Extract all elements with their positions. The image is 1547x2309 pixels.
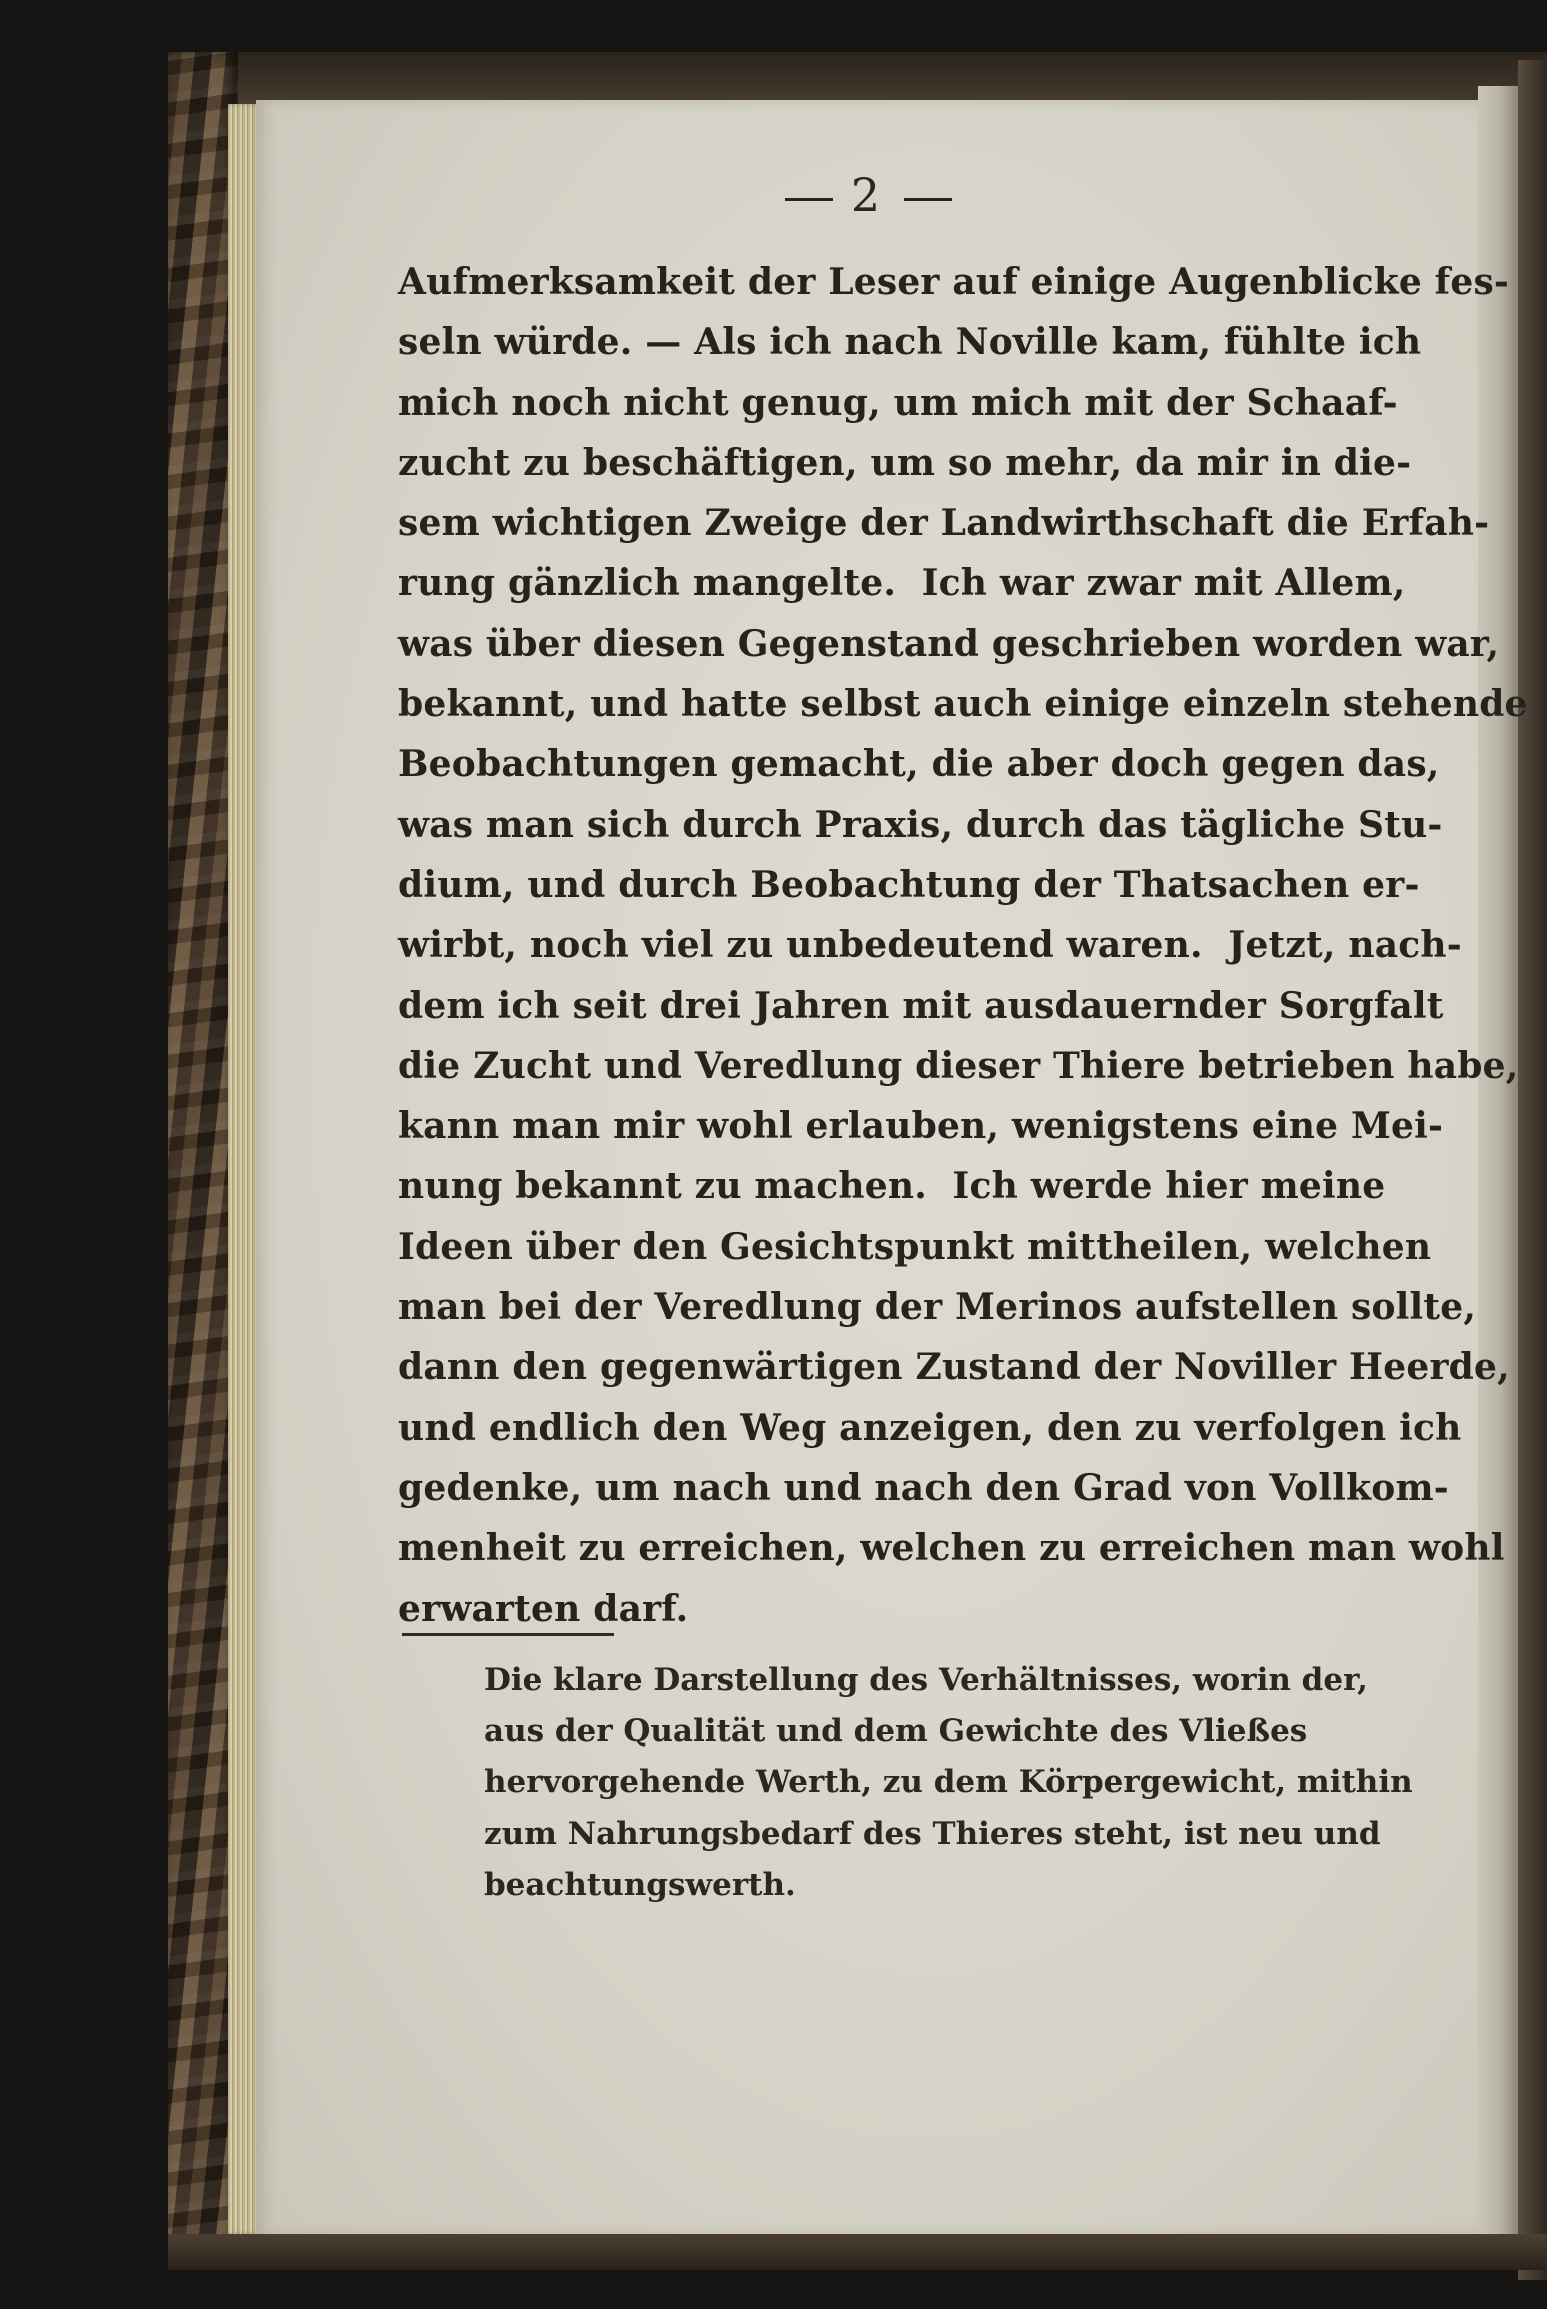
body-line: wirbt, noch viel zu unbedeutend waren. Jetzt, nach- <box>398 924 1462 967</box>
body-line: erwarten darf. <box>398 1587 689 1630</box>
facing-page-edge <box>1478 86 1518 2261</box>
body-line: und endlich den Weg anzeigen, den zu verfolgen ich <box>398 1406 1462 1449</box>
body-line: dem ich seit drei Jahren mit ausdauernder Sorgfalt <box>398 984 1444 1027</box>
header-dash-left <box>785 198 833 201</box>
body-line: Aufmerksamkeit der Leser auf einige Augenblicke fes- <box>398 261 1510 303</box>
book-bottom-edge <box>168 2234 1547 2270</box>
body-line: Ideen über den Gesichtspunkt mittheilen, welchen <box>398 1225 1432 1268</box>
header-dash-right <box>904 198 952 201</box>
footnote-line: hervorgehende Werth, zu dem Körpergewicht, mithin <box>484 1764 1413 1801</box>
body-text <box>398 252 1528 1639</box>
body-line: menheit zu erreichen, welchen zu erreichen man wohl <box>398 1527 1505 1570</box>
body-line: mich noch nicht genug, um mich mit der Schaaf- <box>398 381 1398 424</box>
body-line: zucht zu beschäftigen, um so mehr, da mir in die- <box>398 441 1412 484</box>
body-line: die Zucht und Veredlung dieser Thiere betrieben habe, <box>398 1044 1519 1087</box>
body-line: man bei der Veredlung der Merinos aufstellen sollte, <box>398 1286 1477 1329</box>
body-line: sem wichtigen Zweige der Landwirthschaft die Erfah- <box>398 502 1490 545</box>
page-number: 2 <box>850 168 887 222</box>
footnote-line: zum Nahrungsbedarf des Thieres steht, ist neu und <box>484 1815 1381 1852</box>
body-line: rung gänzlich mangelte. Ich war zwar mit Allem, <box>398 562 1406 605</box>
body-line: dium, und durch Beobachtung der Thatsachen er- <box>398 863 1420 906</box>
footnote-rule <box>402 1633 614 1636</box>
body-line: was über diesen Gegenstand geschrieben worden war, <box>398 622 1500 665</box>
footnote-line: aus der Qualität und dem Gewichte des Vließes <box>484 1713 1308 1750</box>
body-line: bekannt, und hatte selbst auch einige einzeln stehende <box>398 683 1528 726</box>
body-line: seln würde. — Als ich nach Noville kam, fühlte ich <box>398 321 1422 364</box>
body-line: gedenke, um nach und nach den Grad von Vollkom- <box>398 1466 1449 1509</box>
body-line: nung bekannt zu machen. Ich werde hier meine <box>398 1165 1386 1208</box>
footnote-text <box>484 1655 1434 1911</box>
footnote-line: Die klare Darstellung des Verhältnisses, worin der, <box>484 1662 1368 1698</box>
right-cover <box>1518 60 1547 2280</box>
page-header <box>256 168 1481 222</box>
footnote-line: beachtungswerth. <box>484 1866 796 1903</box>
body-line: kann man mir wohl erlauben, wenigstens eine Mei- <box>398 1105 1444 1148</box>
body-line: was man sich durch Praxis, durch das tägliche Stu- <box>398 803 1443 846</box>
body-line: dann den gegenwärtigen Zustand der Noviller Heerde, <box>398 1346 1510 1389</box>
body-line: Beobachtungen gemacht, die aber doch gegen das, <box>398 743 1440 786</box>
